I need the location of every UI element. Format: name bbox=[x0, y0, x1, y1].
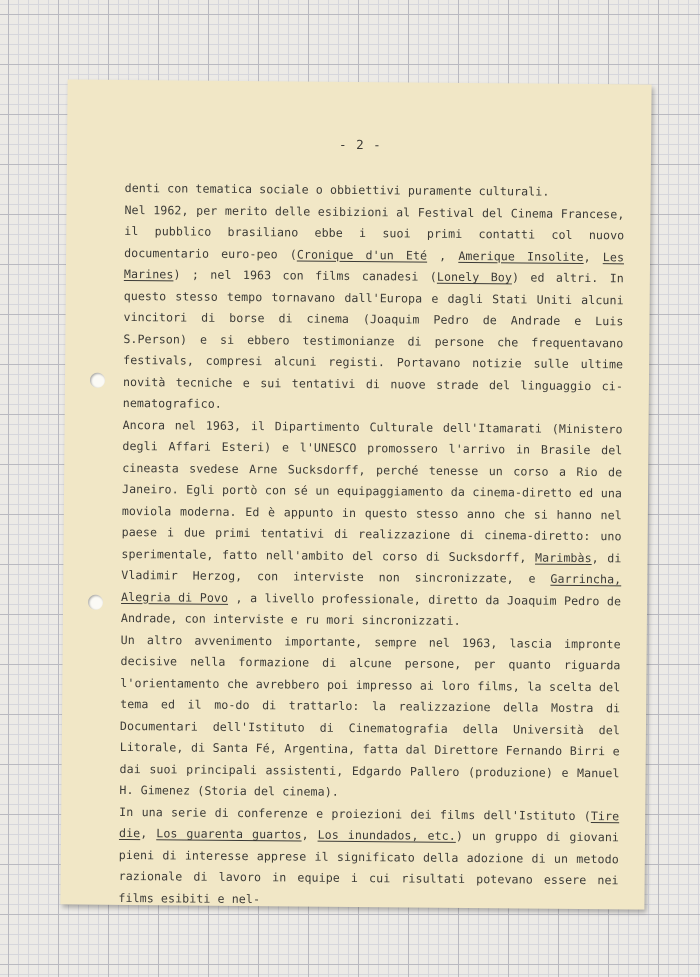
underlined-title: Tire die bbox=[118, 808, 620, 841]
text-segment: Ancora nel 1963, il Dipartimento Culturale dell'Itamarati (Ministero degli Affari Esteri) e l'UNESCO promossero l'arrivo in Brasile del cineasta svedese Arne Sucksdorff, perché tenesse un corso a Rio de Janeiro. Egli portò con sé un equipaggiamento da cinema-diretto ed una moviola moderna. Ed è appunto in questo stesso anno che si hanno nel paese i due primi tentativi di realizzazione di cinema-diretto: uno sperimentale, fatto nell'ambito del corso di Sucksdorff, bbox=[121, 417, 623, 565]
body-text bbox=[118, 178, 624, 913]
text-segment: In una serie di conferenze e proiezioni dei films dell'Istituto ( bbox=[119, 804, 591, 823]
underlined-title: Los guarenta guartos bbox=[156, 826, 302, 842]
text-segment: , a livello professionale, diretto da Joaquim Pedro de Andrade, con interviste e ru mori sincronizzati. bbox=[120, 590, 622, 628]
text-segment: ) un gruppo di giovani pieni di interesse apprese il significato della adozione di un metodo razionale di lavoro in equipe i cui risultati potevano essere nei films esibiti e nel- bbox=[118, 828, 620, 906]
punch-hole-top bbox=[90, 373, 105, 388]
text-segment: ) ed altri. In questo stesso tempo tornavano dall'Europa e dagli Stati Uniti alcuni vincitori di borse di cinema (Joaquim Pedro de Andrade e Luis S.Person) e si ebbero testimonianze di persone che frequentavano festivals, compresi alcuni registi. Portavano notizie sulle ultime novità tecniche e sui tentativi di nuove strade del linguaggio ci-nematografico. bbox=[122, 270, 624, 411]
text-segment: , bbox=[140, 826, 157, 841]
underlined-title: Cronique d'un Eté bbox=[296, 246, 428, 263]
punch-hole-bottom bbox=[88, 595, 103, 610]
text-segment: ) ; nel 1963 con films canadesi ( bbox=[173, 267, 437, 284]
typewritten-page bbox=[60, 79, 651, 909]
underlined-title: Les Marines bbox=[123, 249, 625, 282]
underlined-title: Los inundados, etc. bbox=[317, 827, 456, 843]
text-segment: , bbox=[301, 827, 318, 842]
page-number: - 2 - bbox=[338, 136, 382, 153]
text-segment: , bbox=[427, 248, 459, 263]
underlined-title: Amerique Insolite bbox=[458, 248, 584, 264]
text-segment: denti con tematica sociale o obbiettivi puramente culturali. bbox=[124, 180, 550, 199]
underlined-title: Garrincha, Alegria di Povo bbox=[121, 571, 622, 605]
text-segment: Un altro avvenimento importante, sempre nel 1963, lascia impronte decisive nella formazione di alcune persone, per quanto riguarda l'orientamento che avrebbero poi impresso ai loro films, la scelta del tema ed il mo-do di trattarlo: la realizzazione della Mostra di Documentari dell'Istituto di Cinematografia della Università del Litorale, di Santa Fé, Argentina, fatta dal Direttore Fernando Birri e dai suoi principali assistenti, Edgardo Pallero (produzione) e Manuel H. Gimenez (Storia del cinema). bbox=[119, 632, 621, 799]
underlined-title: Lonely Boy bbox=[436, 269, 513, 285]
text-segment: Nel 1962, per merito delle esibizioni al Festival del Cinema Francese, il pubblico brasiliano ebbe i suoi primi contatti col nuovo documentario euro-peo ( bbox=[124, 202, 625, 261]
text-segment: , di Vladimir Herzog, con interviste non sincronizzate, e bbox=[121, 550, 622, 586]
underlined-title: Marimbàs bbox=[535, 550, 592, 565]
text-segment: , bbox=[583, 249, 603, 264]
